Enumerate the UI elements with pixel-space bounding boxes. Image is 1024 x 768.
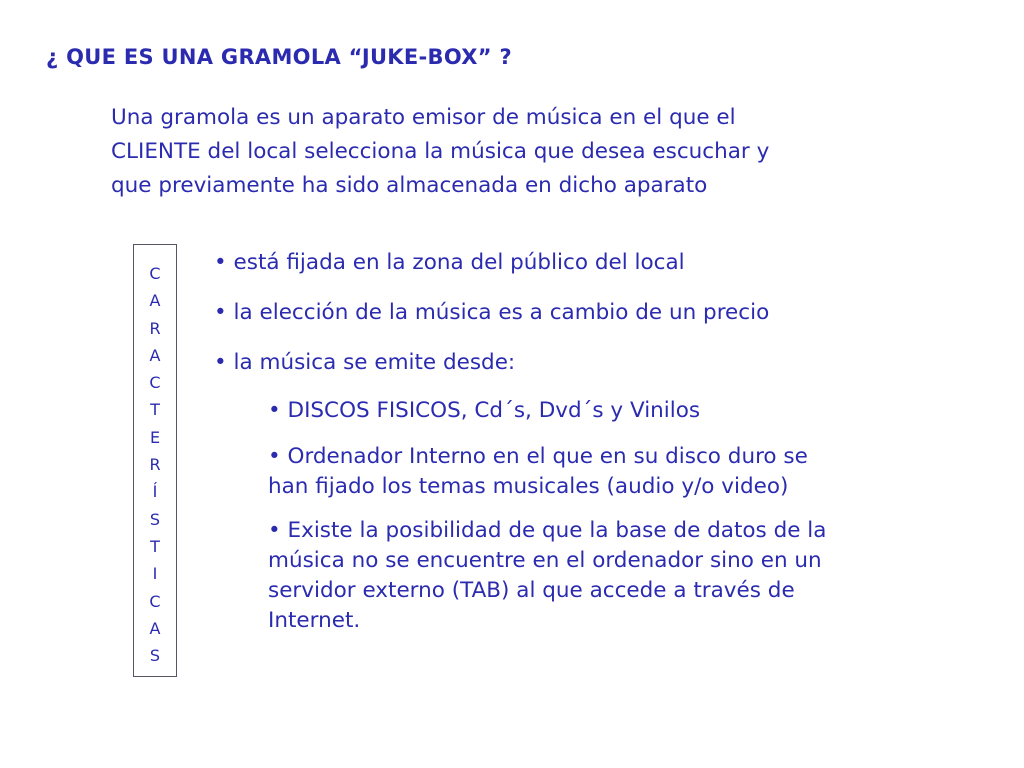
vertical-letter: A xyxy=(149,345,161,365)
sub-bullet-line: servidor externo (TAB) al que accede a través de xyxy=(268,578,795,603)
vertical-letter: T xyxy=(150,400,160,420)
page-title: ¿ QUE ES UNA GRAMOLA “JUKE-BOX” ? xyxy=(46,45,512,69)
bullet-item: • está fijada en la zona del público del local xyxy=(214,250,685,275)
vertical-letter: R xyxy=(149,318,161,338)
sub-bullet-line: • Existe la posibilidad de que la base de datos de la xyxy=(268,518,827,543)
intro-line: Una gramola es un aparato emisor de música en el que el xyxy=(111,105,736,130)
intro-paragraph xyxy=(111,101,941,203)
vertical-letter: C xyxy=(149,591,161,611)
vertical-letter: R xyxy=(149,455,161,475)
vertical-letter: I xyxy=(152,564,158,584)
intro-line: CLIENTE del local selecciona la música que desea escuchar y xyxy=(111,139,770,164)
vertical-letters xyxy=(134,260,176,669)
intro-line: que previamente ha sido almacenada en dicho aparato xyxy=(111,173,708,198)
vertical-letter: A xyxy=(149,618,161,638)
vertical-letter: S xyxy=(149,509,161,529)
sub-bullet-line: • DISCOS FISICOS, Cd´s, Dvd´s y Vinilos xyxy=(268,398,701,423)
sub-bullet-item xyxy=(268,516,958,636)
vertical-letter: Í xyxy=(152,482,158,502)
caracteristicas-vertical-label xyxy=(133,244,177,677)
characteristics-list xyxy=(214,246,954,652)
vertical-letter: A xyxy=(149,291,161,311)
bullet-item: • la elección de la música es a cambio de un precio xyxy=(214,300,770,325)
sub-bullet-item xyxy=(268,442,958,502)
sub-bullet-item xyxy=(268,396,958,426)
vertical-letter: E xyxy=(149,427,161,447)
sub-bullet-line: Internet. xyxy=(268,608,361,633)
vertical-letter: T xyxy=(150,536,160,556)
sub-bullet-line: música no se encuentre en el ordenador sino en un xyxy=(268,548,822,573)
bullet-item: • la música se emite desde: xyxy=(214,350,516,375)
vertical-letter: S xyxy=(149,646,161,666)
vertical-letter: C xyxy=(149,264,161,283)
vertical-letter: C xyxy=(149,373,161,393)
sub-bullet-line: • Ordenador Interno en el que en su disco duro se xyxy=(268,444,808,469)
sub-bullet-line: han fijado los temas musicales (audio y/o video) xyxy=(268,474,789,499)
